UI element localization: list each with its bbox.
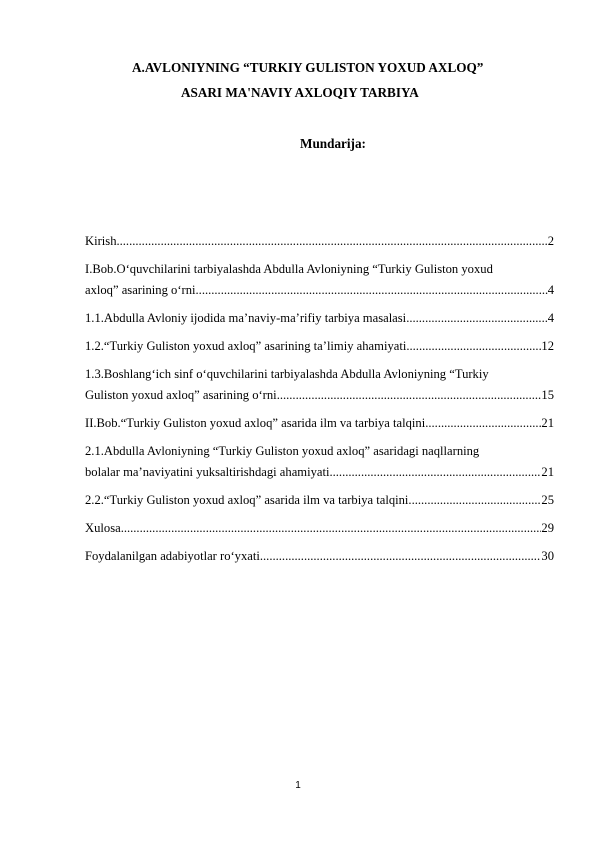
toc-entry-text: 2.1.Abdulla Avloniyning “Turkiy Guliston yoxud axloq” asaridagi naqllarning <box>85 444 480 458</box>
toc-entry[interactable] <box>85 259 554 301</box>
toc-page-number: 4 <box>547 283 554 297</box>
toc-dot-leader <box>408 490 541 511</box>
toc-page-number: 4 <box>547 311 554 325</box>
toc-page-number: 15 <box>541 388 554 402</box>
toc-page-number: 21 <box>541 416 554 430</box>
toc-page-number: 12 <box>541 339 554 353</box>
toc-entry-text: II.Bob.“Turkiy Guliston yoxud axloq” asarida ilm va tarbiya talqini <box>85 416 426 430</box>
toc-entry-text: I.Bob.O‘quvchilarini tarbiyalashda Abdulla Avloniyning “Turkiy Guliston yoxud <box>85 262 493 276</box>
toc-dot-leader <box>196 280 548 301</box>
toc-dot-leader <box>116 231 547 252</box>
toc-entry-text: Foydalanilgan adabiyotlar ro‘yxati <box>85 549 260 563</box>
toc-dot-leader <box>121 518 542 539</box>
toc-entry-text: 1.1.Abdulla Avloniy ijodida ma’naviy-ma’rifiy tarbiya masalasi <box>85 311 407 325</box>
toc-dot-leader <box>425 413 541 434</box>
toc-page-number: 25 <box>541 493 554 507</box>
toc-entry[interactable] <box>85 413 554 434</box>
toc-entry[interactable] <box>85 308 554 329</box>
toc-dot-leader <box>277 385 542 406</box>
table-of-contents <box>85 231 554 574</box>
toc-entry-text: Kirish <box>85 234 117 248</box>
toc-entry-text: 2.2.“Turkiy Guliston yoxud axloq” asarida ilm va tarbiya talqini <box>85 493 409 507</box>
toc-entry-text: Xulosa <box>85 521 121 535</box>
toc-entry-text: bolalar ma’naviyatini yuksaltirishdagi ahamiyati <box>85 465 330 479</box>
toc-dot-leader <box>260 546 542 567</box>
page-number: 1 <box>295 780 301 791</box>
toc-entry-text: 1.2.“Turkiy Guliston yoxud axloq” asarining ta’limiy ahamiyati <box>85 339 407 353</box>
toc-dot-leader <box>406 336 541 357</box>
toc-dot-leader <box>329 462 541 483</box>
toc-dot-leader <box>406 308 548 329</box>
toc-entry[interactable] <box>85 441 554 483</box>
toc-page-number: 2 <box>547 234 554 248</box>
document-title-line-2: ASARI MA'NAVIY AXLOQIY TARBIYA <box>181 85 419 100</box>
toc-entry[interactable] <box>85 336 554 357</box>
toc-entry-text: Guliston yoxud axloq” asarining o‘rni <box>85 388 277 402</box>
toc-entry[interactable] <box>85 364 554 406</box>
document-title-line-1: A.AVLONIYNING “TURKIY GULISTON YOXUD AXLOQ” <box>132 60 484 75</box>
toc-entry-text: axloq” asarining o‘rni <box>85 283 196 297</box>
toc-entry[interactable] <box>85 518 554 539</box>
toc-page-number: 30 <box>541 549 554 563</box>
toc-page-number: 29 <box>541 521 554 535</box>
toc-entry[interactable] <box>85 546 554 567</box>
toc-entry[interactable] <box>85 490 554 511</box>
toc-page-number: 21 <box>541 465 554 479</box>
toc-entry[interactable] <box>85 231 554 252</box>
toc-heading: Mundarija: <box>300 136 366 151</box>
toc-entry-text: 1.3.Boshlang‘ich sinf o‘quvchilarini tarbiyalashda Abdulla Avloniyning “Turkiy <box>85 367 489 381</box>
